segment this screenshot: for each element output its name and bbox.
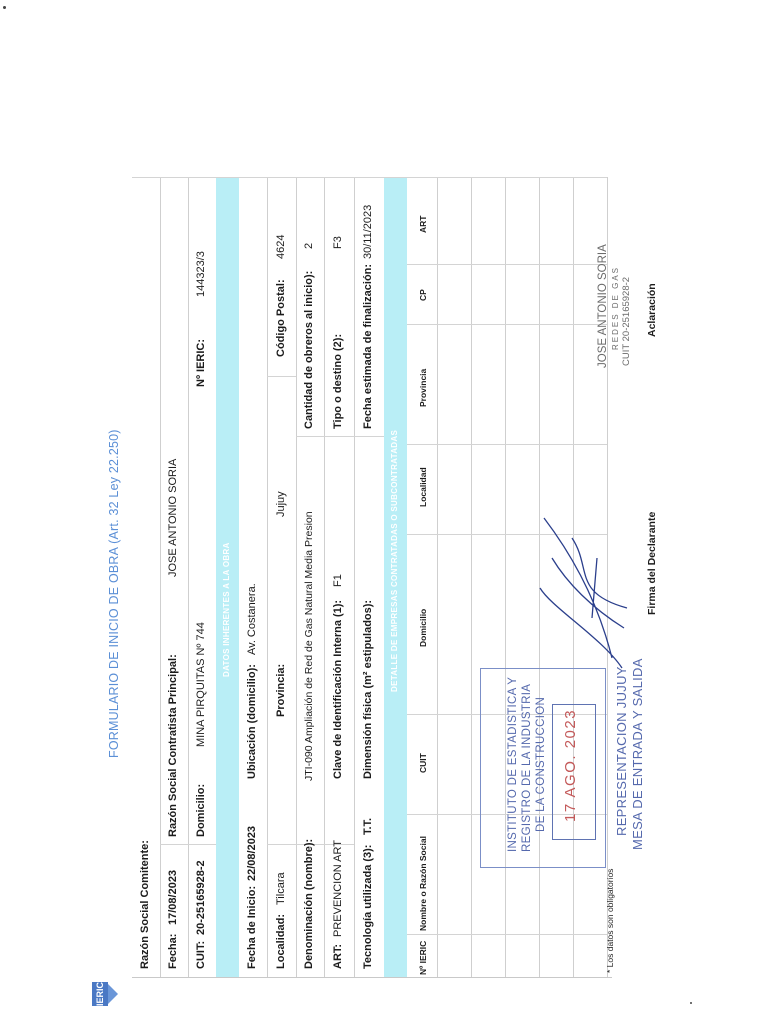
col-art: ART [418,215,428,233]
col-cuit: CUIT [418,753,428,773]
cantidad-obreros-value: 2 [303,242,315,249]
localidad-value: Tilcara [275,872,287,905]
col-domicilio: Domicilio [418,608,428,647]
formulario-inicio-obra [92,178,658,1018]
divider [160,844,216,845]
cuit-value: 20-25165928-2 [195,860,207,935]
localidad-label: Localidad: [275,913,287,969]
divider [296,436,384,437]
provincia-label: Provincia: [275,663,287,717]
table-col-divider [407,264,607,265]
codigo-postal-value: 4624 [275,234,287,259]
art-label: ART: [332,943,344,969]
cuit-label: CUIT: [195,940,207,969]
fecha-value: 17/08/2023 [167,869,179,925]
registro-stamp-line: DE LA CONSTRUCCION [535,696,547,832]
razon-social-contratista-value: JOSE ANTONIO SORIA [167,458,179,577]
tipo-destino-label: Tipo o destino (2): [332,333,344,429]
ubicacion-label: Ubicación (domicilio): [246,664,258,779]
ieric-logo-mark-icon [108,984,118,1004]
fecha-inicio-label: Fecha de Inicio: [246,885,258,969]
row-fecha [160,177,189,977]
fecha-inicio-value: 22/08/2023 [246,825,258,881]
col-localidad: Localidad [418,467,428,507]
aclaracion-stamp-line: CUIT 20-25165928-2 [621,276,632,366]
scan-speck [3,6,6,9]
section-title-obra: DATOS INHERENTES A LA OBRA [222,542,231,677]
denominacion-label: Denominación (nombre): [303,838,315,969]
clave-value: F1 [332,574,344,587]
table-col-divider [407,934,607,935]
codigo-postal-label: Código Postal: [275,279,287,357]
table-col-divider [407,324,607,325]
provincia-value: Jujuy [275,491,287,517]
table-row [437,177,472,977]
cantidad-obreros-label: Cantidad de obreros al inicio): [303,270,315,429]
fecha-label: Fecha: [167,933,179,969]
ieric-logo-icon: IERIC [92,982,108,1006]
nro-ieric-label: Nº IERIC: [195,338,207,387]
fecha-finalizacion-label: Fecha estimada de finalización: [362,263,374,429]
registro-stamp-line: INSTITUTO DE ESTADISTICA Y [507,676,519,852]
col-nombre: Nombre o Razón Social [418,836,428,931]
tipo-destino-value: F3 [332,236,344,249]
domicilio-label: Domicilio: [195,783,207,837]
section-title-sub: DETALLE DE EMPRESAS CONTRATADAS O SUBCONTRATADAS [390,429,399,692]
form-title: FORMULARIO DE INICIO DE OBRA (Art. 32 Ley 22.250) [107,429,121,758]
razon-social-contratista-label: Razón Social Contratista Principal: [167,654,179,837]
handwritten-signature [532,508,632,678]
clave-label: Clave de Identificación Interna (1): [332,599,344,779]
tecnologia-label: Tecnología utilizada (3): [362,844,374,969]
divider [267,376,296,377]
domicilio-value: MINA PIRQUITAS Nº 744 [195,622,207,747]
nro-ieric-value: 144323/3 [195,251,207,297]
stamp-date: 17 AGO. 2023 [562,708,579,822]
denominacion-value: JTI-090 Ampliación de Red de Gas Natural Media Presion [303,511,315,781]
table-col-divider [407,444,607,445]
col-cp: CP [418,289,428,301]
art-value: PREVENCION ART [332,840,344,937]
aclaracion-label: Aclaración [646,283,658,337]
razon-social-comitente-label: Razón Social Comitente: [139,840,151,969]
scan-speck [690,1002,692,1004]
footnote: * Los datos son obligatorios [605,868,615,973]
row-cuit [188,177,217,977]
fecha-finalizacion-value: 30/11/2023 [362,204,374,259]
grid-right-edge [132,177,607,178]
col-provincia: Provincia [418,368,428,407]
firma-label: Firma del Declarante [646,511,658,615]
ubicacion-value: Av. Costanera. [246,583,258,655]
dimension-label: Dimensión física (m² estipulados): [362,599,374,779]
tecnologia-value: T.T. [362,817,374,835]
mesa-stamp-line: REPRESENTACION JUJUY [614,666,629,836]
mesa-stamp-line: MESA DE ENTRADA Y SALIDA [630,658,645,850]
col-nro-ieric: Nº IERIC [418,940,428,975]
aclaracion-stamp-line: REDES DE GAS [611,265,620,350]
registro-stamp-line: REGISTRO DE LA INDUSTRIA [521,683,533,852]
aclaracion-stamp-line: JOSE ANTONIO SORIA [597,244,609,368]
